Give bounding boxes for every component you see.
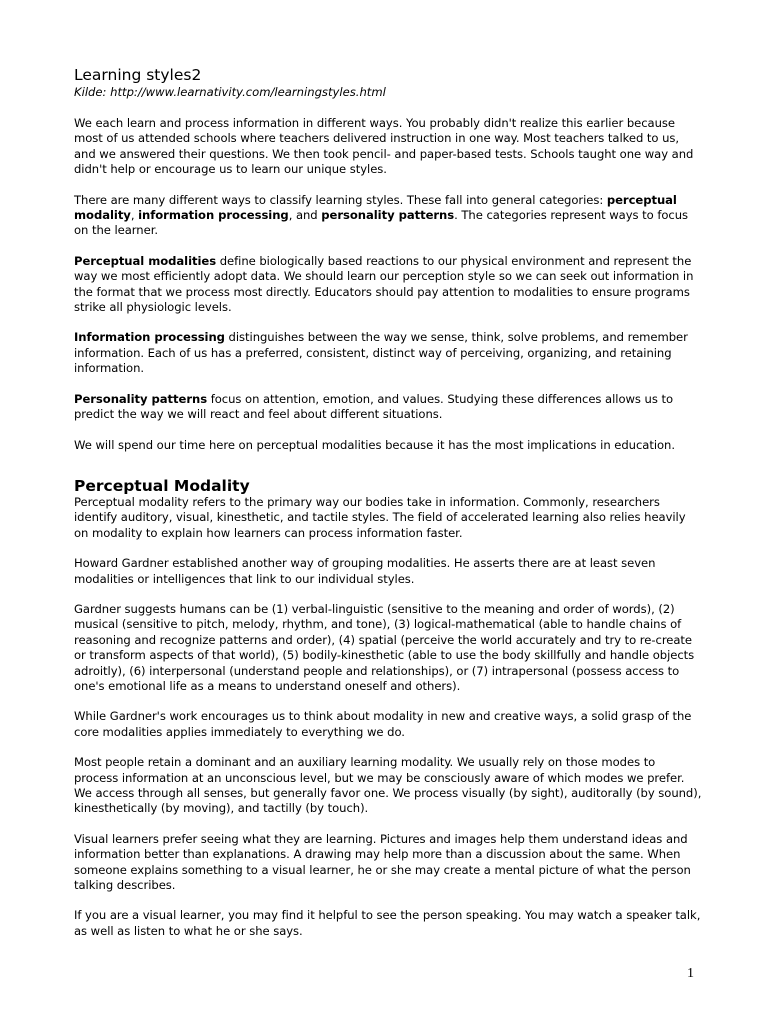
section-paragraph-3: Gardner suggests humans can be (1) verbal-linguistic (sensitive to the meaning and order of words), (2) musical (sensitive to pitch, melody, rhythm, and tone), (3) logical-mathematical (able to handle chains of reasoning and recognize patterns and order), (4) spatial (perceive the world accurately and try to re-create or transform aspects of that world), (5) bodily-kinesthetic (able to use the body skillfully and handle objects adroitly), (6) interpersonal (understand people and relationships), or (7) intrapersonal (possess access to one's emotional life as a means to understand oneself and others). bbox=[74, 601, 695, 693]
spend-time-paragraph: We will spend our time here on perceptual modalities because it has the most implications in education. bbox=[74, 437, 675, 452]
information-processing-term: Information processing bbox=[74, 330, 225, 345]
information-processing-paragraph: Information processing distinguishes between the way we sense, think, solve problems, and remember information. Each of us has a preferred, consistent, distinct way of perceiving, organizing, and retaining information. bbox=[74, 330, 688, 376]
personality-patterns-paragraph: Personality patterns focus on attention, emotion, and values. Studying these differences allows us to predict the way we will react and feel about different situations. bbox=[74, 391, 674, 422]
perceptual-modalities-term: Perceptual modalities bbox=[74, 253, 217, 268]
section-paragraph-6: Visual learners prefer seeing what they are learning. Pictures and images help them understand ideas and information better than explanations. A drawing may help more than a discussion about the same. When someone explains something to a visual learner, he or she may create a mental picture of what the person talking describes. bbox=[74, 831, 691, 893]
document-page bbox=[74, 66, 702, 954]
term-personality-patterns: personality patterns bbox=[321, 208, 455, 223]
section-paragraph-2: Howard Gardner established another way of grouping modalities. He asserts there are at least seven modalities or intelligences that link to our individual styles. bbox=[74, 556, 656, 586]
intro-paragraph: We each learn and process information in different ways. You probably didn't realize this earlier because most of us attended schools where teachers delivered instruction in one way. Most teachers talked to us, and we answered their questions. We then took pencil- and paper-based tests. Schools taught one way and didn't help or encourage us to learn our unique styles. bbox=[74, 116, 694, 177]
term-perceptual-modality: perceptual modality bbox=[74, 192, 677, 223]
section-paragraph-4: While Gardner's work encourages us to think about modality in new and creative ways, a solid grasp of the core modalities applies immediately to everything we do. bbox=[74, 709, 692, 739]
section-paragraph-1: Perceptual modality refers to the primary way our bodies take in information. Commonly, researchers identify auditory, visual, kinesthetic, and tactile styles. The field of accelerated learning also relies heavily on modality to explain how learners can process information faster. bbox=[74, 494, 686, 540]
source-line: Kilde: http://www.learnativity.com/learningstyles.html bbox=[74, 85, 386, 99]
section-heading: Perceptual Modality bbox=[74, 476, 250, 495]
categories-text: There are many different ways to classify learning styles. These fall into general categories: bbox=[74, 192, 607, 207]
term-information-processing: information processing bbox=[138, 208, 289, 223]
page-number: 1 bbox=[687, 966, 694, 981]
personality-patterns-term: Personality patterns bbox=[74, 391, 208, 406]
perceptual-modalities-paragraph: Perceptual modalities define biologically based reactions to our physical environment and represent the way we most efficiently adopt data. We should learn our perception style so we can seek out information in the format that we process most directly. Educators should pay attention to modalities to ensure programs strike all physiologic levels. bbox=[74, 253, 694, 315]
document-title: Learning styles2 bbox=[74, 66, 202, 84]
categories-paragraph: There are many different ways to classify learning styles. These fall into general categories: perceptual modality, information processing, and personality patterns. The categories represent ways to focus on the learner. bbox=[74, 192, 689, 238]
section-paragraph-5: Most people retain a dominant and an auxiliary learning modality. We usually rely on those modes to process information at an unconscious level, but we may be consciously aware of which modes we prefer. We access through all senses, but generally favor one. We process visually (by sight), auditorally (by sound), kinesthetically (by moving), and tactilly (by touch). bbox=[74, 755, 702, 816]
section-paragraph-7: If you are a visual learner, you may find it helpful to see the person speaking. You may watch a speaker talk, as well as listen to what he or she says. bbox=[74, 908, 701, 938]
